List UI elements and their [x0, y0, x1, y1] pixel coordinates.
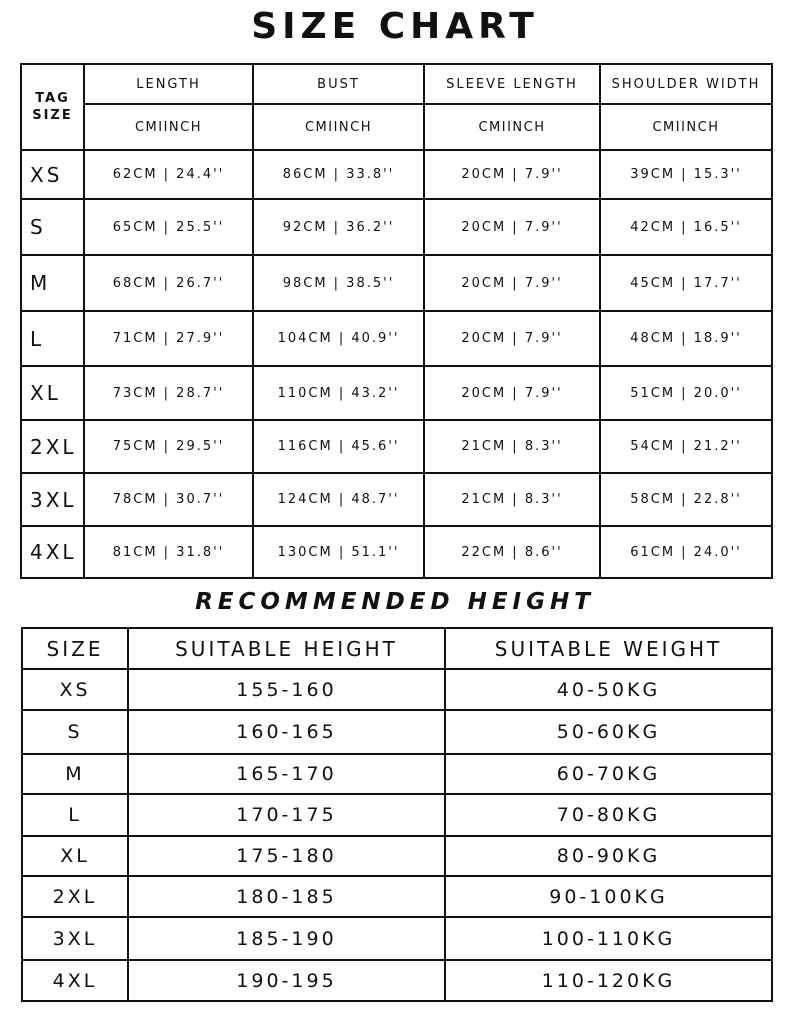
- recommended-cell: 40-50KG: [445, 669, 772, 710]
- recommended-cell: 160-165: [128, 710, 445, 754]
- measurement-cell: 130CM | 51.1'': [253, 526, 424, 578]
- measurement-cell: 20CM | 7.9'': [424, 255, 600, 311]
- table-row: [21, 366, 772, 420]
- recommended-cell: 185-190: [128, 917, 445, 960]
- recommended-cell: S: [22, 710, 128, 754]
- page-title: SIZE CHART: [251, 6, 539, 47]
- table-row: [21, 420, 772, 473]
- size-cell: XS: [21, 150, 84, 199]
- recommended-cell: M: [22, 754, 128, 794]
- recommended-cell: 90-100KG: [445, 876, 772, 917]
- unit-header: CMIINCH: [84, 104, 253, 150]
- recommended-cell: 50-60KG: [445, 710, 772, 754]
- recommended-cell: 180-185: [128, 876, 445, 917]
- column-header: LENGTH: [84, 64, 253, 104]
- recommended-cell: 80-90KG: [445, 836, 772, 876]
- size-label: SIZE: [32, 108, 73, 123]
- table-row: [21, 150, 772, 199]
- table-row: [22, 754, 772, 794]
- measurement-cell: 104CM | 40.9'': [253, 311, 424, 366]
- recommended-cell: XS: [22, 669, 128, 710]
- measurement-cell: 116CM | 45.6'': [253, 420, 424, 473]
- recommended-cell: 2XL: [22, 876, 128, 917]
- recommended-height-title: RECOMMENDED HEIGHT: [195, 589, 595, 615]
- measurement-cell: 58CM | 22.8'': [600, 473, 772, 526]
- measurement-cell: 21CM | 8.3'': [424, 473, 600, 526]
- recommended-cell: 70-80KG: [445, 794, 772, 836]
- recommended-cell: 165-170: [128, 754, 445, 794]
- measurement-cell: 65CM | 25.5'': [84, 199, 253, 255]
- table-row: [21, 473, 772, 526]
- measurement-cell: 78CM | 30.7'': [84, 473, 253, 526]
- size-cell: XL: [21, 366, 84, 420]
- recommended-cell: 110-120KG: [445, 960, 772, 1001]
- table-row: [21, 526, 772, 578]
- size-chart-header-row: [21, 64, 772, 104]
- measurement-cell: 22CM | 8.6'': [424, 526, 600, 578]
- size-chart-unit-row: [21, 104, 772, 150]
- measurement-cell: 98CM | 38.5'': [253, 255, 424, 311]
- table-row: [21, 311, 772, 366]
- table-row: [21, 255, 772, 311]
- measurement-cell: 21CM | 8.3'': [424, 420, 600, 473]
- measurement-cell: 48CM | 18.9'': [600, 311, 772, 366]
- measurement-cell: 68CM | 26.7'': [84, 255, 253, 311]
- recommended-cell: 60-70KG: [445, 754, 772, 794]
- column-header: BUST: [253, 64, 424, 104]
- table-row: [22, 917, 772, 960]
- measurement-cell: 75CM | 29.5'': [84, 420, 253, 473]
- measurement-cell: 20CM | 7.9'': [424, 311, 600, 366]
- measurement-cell: 110CM | 43.2'': [253, 366, 424, 420]
- unit-header: CMIINCH: [253, 104, 424, 150]
- measurement-cell: 42CM | 16.5'': [600, 199, 772, 255]
- table-row: [22, 960, 772, 1001]
- table-row: [22, 836, 772, 876]
- tag-label: TAG: [35, 91, 70, 106]
- measurement-cell: 92CM | 36.2'': [253, 199, 424, 255]
- recommended-column-header: SIZE: [22, 628, 128, 669]
- measurement-cell: 20CM | 7.9'': [424, 150, 600, 199]
- size-chart-table: [20, 63, 773, 579]
- recommended-cell: 190-195: [128, 960, 445, 1001]
- size-cell: 3XL: [21, 473, 84, 526]
- measurement-cell: 81CM | 31.8'': [84, 526, 253, 578]
- unit-header: CMIINCH: [424, 104, 600, 150]
- recommended-cell: 4XL: [22, 960, 128, 1001]
- measurement-cell: 20CM | 7.9'': [424, 199, 600, 255]
- recommended-column-header: SUITABLE WEIGHT: [445, 628, 772, 669]
- measurement-cell: 124CM | 48.7'': [253, 473, 424, 526]
- measurement-cell: 51CM | 20.0'': [600, 366, 772, 420]
- table-row: [22, 794, 772, 836]
- measurement-cell: 20CM | 7.9'': [424, 366, 600, 420]
- measurement-cell: 39CM | 15.3'': [600, 150, 772, 199]
- measurement-cell: 54CM | 21.2'': [600, 420, 772, 473]
- measurement-cell: 71CM | 27.9'': [84, 311, 253, 366]
- measurement-cell: 45CM | 17.7'': [600, 255, 772, 311]
- recommended-column-header: SUITABLE HEIGHT: [128, 628, 445, 669]
- measurement-cell: 62CM | 24.4'': [84, 150, 253, 199]
- tag-size-header: [21, 64, 84, 150]
- table-row: [21, 199, 772, 255]
- table-row: [22, 876, 772, 917]
- recommended-cell: XL: [22, 836, 128, 876]
- column-header: SLEEVE LENGTH: [424, 64, 600, 104]
- unit-header: CMIINCH: [600, 104, 772, 150]
- recommended-height-table: [21, 627, 773, 1002]
- measurement-cell: 86CM | 33.8'': [253, 150, 424, 199]
- column-header: SHOULDER WIDTH: [600, 64, 772, 104]
- measurement-cell: 73CM | 28.7'': [84, 366, 253, 420]
- size-cell: 4XL: [21, 526, 84, 578]
- recommended-cell: L: [22, 794, 128, 836]
- recommended-cell: 3XL: [22, 917, 128, 960]
- recommended-cell: 170-175: [128, 794, 445, 836]
- size-cell: 2XL: [21, 420, 84, 473]
- recommended-cell: 175-180: [128, 836, 445, 876]
- table-row: [22, 669, 772, 710]
- measurement-cell: 61CM | 24.0'': [600, 526, 772, 578]
- size-cell: L: [21, 311, 84, 366]
- table-row: [22, 710, 772, 754]
- recommended-cell: 155-160: [128, 669, 445, 710]
- recommended-cell: 100-110KG: [445, 917, 772, 960]
- size-cell: M: [21, 255, 84, 311]
- recommended-header-row: [22, 628, 772, 669]
- size-cell: S: [21, 199, 84, 255]
